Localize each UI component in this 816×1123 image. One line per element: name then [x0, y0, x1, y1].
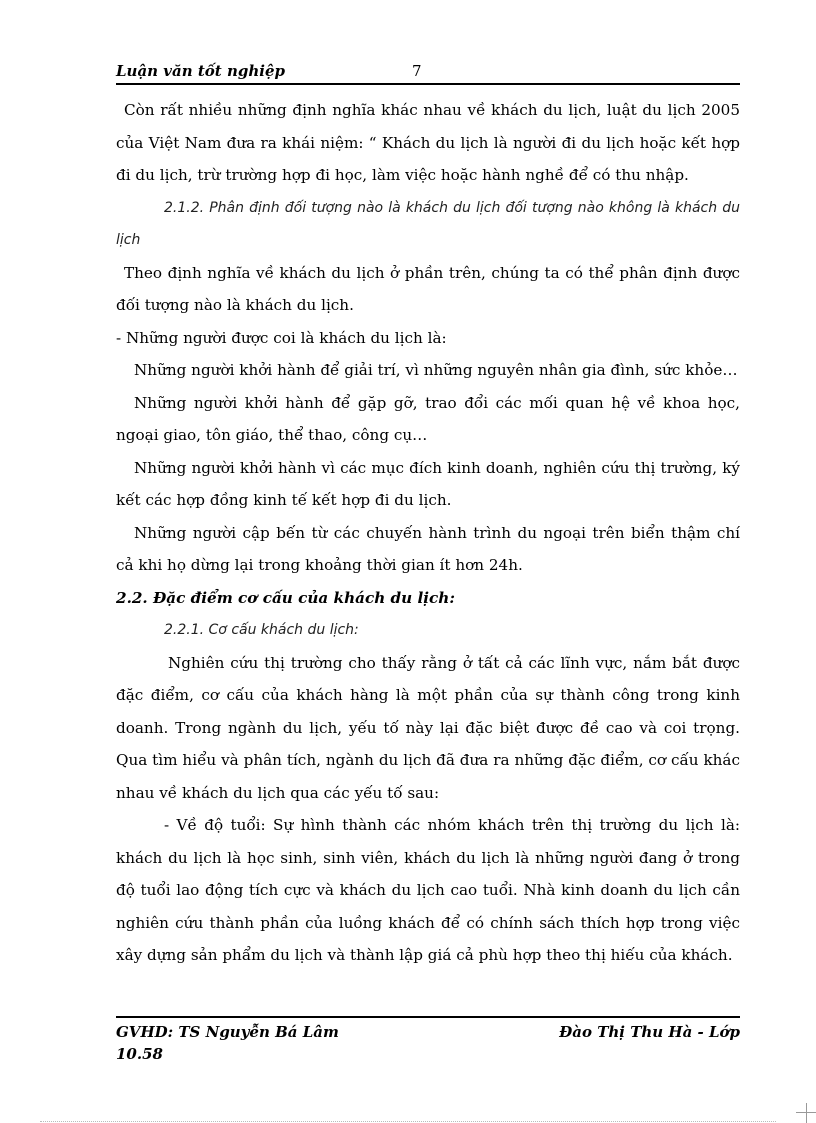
paragraph: Theo định nghĩa về khách du lịch ở phần trên, chúng ta có thể phân định được đối tượng nào là khách du lịch. [116, 263, 740, 314]
footer-rule [116, 1016, 740, 1018]
footer-author: Đào Thị Thu Hà - Lớp [559, 1023, 740, 1041]
page-corner-mark [796, 1112, 816, 1114]
document-body [116, 94, 740, 972]
footer-class: 10.58 [116, 1045, 163, 1063]
paragraph: - Những người được coi là khách du lịch là: [116, 328, 447, 347]
paragraph: Những người khởi hành để giải trí, vì những nguyên nhân gia đình, sức khỏe… [134, 361, 738, 379]
header-title: Luận văn tốt nghiệp [116, 62, 285, 80]
section-heading: 2.2. Đặc điểm cơ cấu của khách du lịch: [116, 588, 455, 607]
paragraph: - Về độ tuổi: Sự hình thành các nhóm khách trên thị trường du lịch là: khách du lịch là học sinh, sinh viên, khách du lịch là những người đang ở trong độ tuổi lao động tích cực và khách du lịch cao tuổi. Nhà kinh doanh du lịch cần nghiên cứu thành phần của luồng khách để có chính sách thích hợp trong việc xây dựng sản phẩm du lịch và thành lập giá cả phù hợp theo thị hiếu của khách. [116, 816, 740, 964]
page-number: 7 [412, 62, 422, 80]
subsection-heading: 2.2.1. Cơ cấu khách du lịch: [164, 622, 359, 638]
header-rule [116, 83, 740, 85]
paragraph: Nghiên cứu thị trường cho thấy rằng ở tất cả các lĩnh vực, nắm bắt được đặc điểm, cơ cấu của khách hàng là một phần của sự thành công trong kinh doanh. Trong ngành du lịch, yếu tố này lại đặc biệt được đề cao và coi trọng. Qua tìm hiểu và phân tích, ngành du lịch đã đưa ra những đặc điểm, cơ cấu khác nhau về khách du lịch qua các yếu tố sau: [116, 653, 740, 802]
page-header [116, 60, 740, 82]
footer-advisor: GVHD: TS Nguyễn Bá Lâm [116, 1023, 339, 1041]
paragraph: Những người khởi hành để gặp gỡ, trao đổi các mối quan hệ về khoa học, ngoại giao, tôn giáo, thể thao, công cụ… [116, 393, 740, 444]
paragraph: Còn rất nhiều những định nghĩa khác nhau về khách du lịch, luật du lịch 2005 của Việt Nam đưa ra khái niệm: “ Khách du lịch là người đi du lịch hoặc kết hợp đi du lịch, trừ trường hợp đi học, làm việc hoặc hành nghề để có thu nhập. [116, 101, 740, 184]
page-bottom-border [40, 1121, 776, 1122]
paragraph: Những người khởi hành vì các mục đích kinh doanh, nghiên cứu thị trường, ký kết các hợp đồng kinh tế kết hợp đi du lịch. [116, 458, 740, 509]
subsection-heading: 2.1.2. Phân định đối tượng nào là khách du lịch đối tượng nào không là khách du lịch [116, 199, 740, 248]
paragraph: Những người cập bến từ các chuyến hành trình du ngoại trên biển thậm chí cả khi họ dừng lại trong khoảng thời gian ít hơn 24h. [116, 523, 740, 574]
